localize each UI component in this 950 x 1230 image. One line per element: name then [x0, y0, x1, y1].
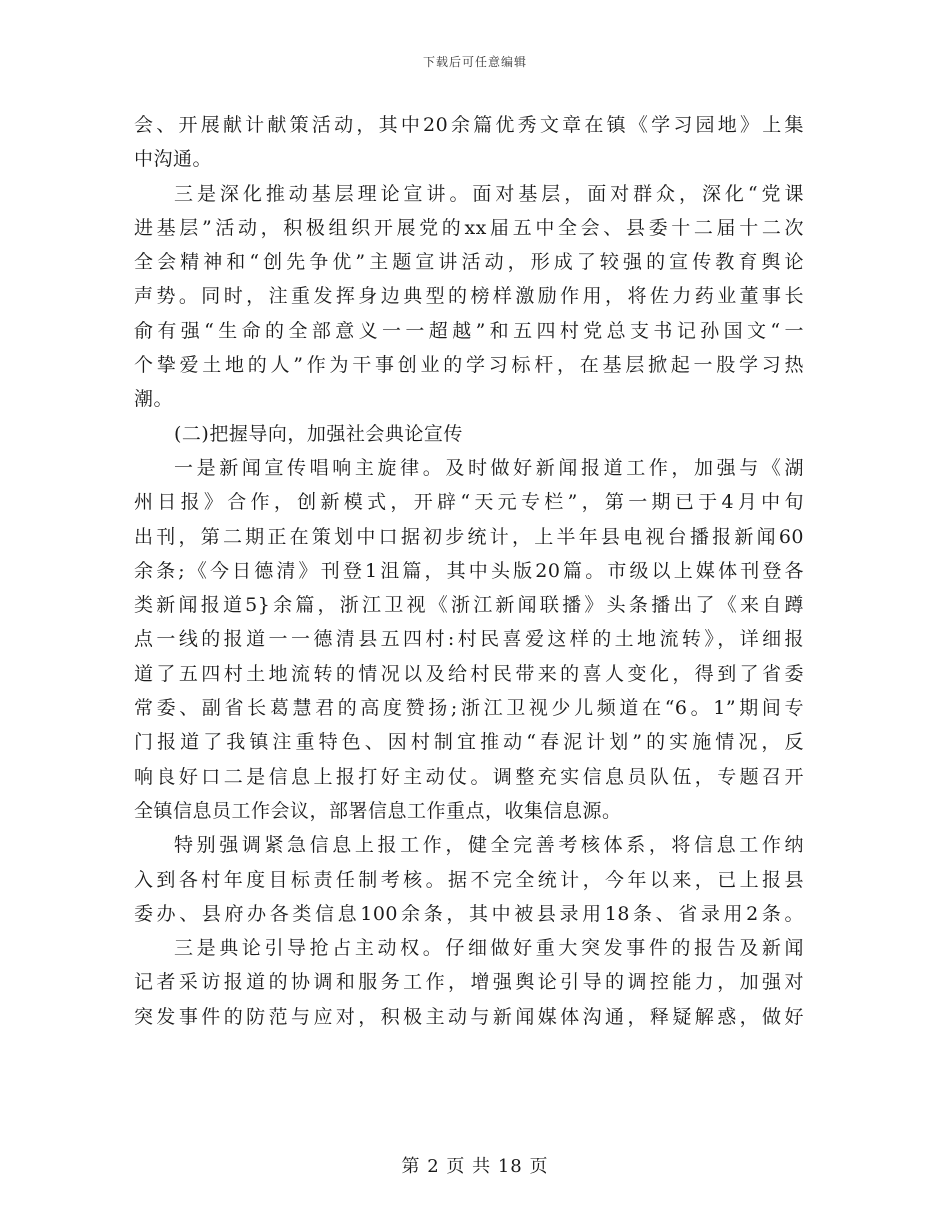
document-body: [134, 108, 804, 1034]
page-header: 下载后可任意编辑: [422, 55, 527, 69]
text-line: 中沟通。: [134, 148, 213, 171]
text-line: 响良好口二是信息上报打好主动仗。调整充实信息员队伍，专题召开: [134, 765, 804, 788]
text-line: 门报道了我镇注重特色、因村制宜推动“春泥计划”的实施情况，反: [134, 731, 804, 754]
page-footer: 第 2 页 共 18 页: [401, 1156, 549, 1177]
text-line: 潮。: [134, 388, 174, 411]
text-line: 声势。同时，注重发挥身边典型的榜样激励作用，将佐力药业董事长: [134, 285, 804, 308]
text-line: 会、开展献计献策活动，其中20余篇优秀文章在镇《学习园地》上集: [134, 114, 804, 136]
text-line: 三是典论引导抢占主动权。仔细做好重大突发事件的报告及新闻: [174, 937, 804, 960]
text-line: 常委、副省长葛慧君的高度赞扬;浙江卫视少儿频道在“6。1”期间专: [134, 697, 804, 720]
text-line: 余条;《今日德清》刊登1沮篇，其中头版20篇。市级以上媒体刊登各: [134, 559, 804, 582]
text-line: 记者采访报道的协调和服务工作，增强舆论引导的调控能力，加强对: [134, 971, 804, 994]
text-line: 道了五四村土地流转的情况以及给村民带来的喜人变化，得到了省委: [134, 662, 804, 685]
text-line: 进基层”活动，积极组织开展党的xx届五中全会、县委十二届十二次: [134, 216, 804, 239]
text-line: 出刊，第二期正在策划中口据初步统计，上半年县电视台播报新闻60: [134, 525, 804, 548]
text-line: 全镇信息员工作会议，部署信息工作重点，收集信息源。: [134, 799, 622, 822]
text-line: 点一线的报道一一德清县五四村:村民喜爱这样的土地流转》，详细报: [134, 628, 804, 651]
text-line: 特别强调紧急信息上报工作，健全完善考核体系，将信息工作纳: [174, 834, 804, 857]
text-line: 突发事件的防范与应对，积极主动与新闻媒体沟通，释疑解惑，做好: [134, 1005, 804, 1028]
text-line: 委办、县府办各类信息100余条，其中被县录用18条、省录用2条。: [134, 902, 804, 925]
text-line: 州日报》合作，创新模式，开辟“天元专栏”，第一期已于4月中旬: [134, 491, 804, 514]
text-line: 类新闻报道5}余篇，浙江卫视《浙江新闻联播》头条播出了《来自蹲: [134, 594, 804, 617]
text-line: 全会精神和“创先争优”主题宣讲活动，形成了较强的宣传教育舆论: [134, 251, 804, 274]
text-line: 俞有强“生命的全部意义一一超越”和五四村党总支书记孙国文“一: [134, 319, 804, 342]
text-line: 个挚爱土地的人”作为干事创业的学习标杆，在基层掀起一股学习热: [134, 354, 804, 377]
text-line: 三是深化推动基层理论宣讲。面对基层，面对群众，深化“党课: [174, 182, 804, 205]
text-line: 入到各村年度目标责任制考核。据不完全统计，今年以来，已上报县: [134, 868, 804, 891]
text-line: 一是新闻宣传唱响主旋律。及时做好新闻报道工作，加强与《湖: [174, 456, 804, 479]
text-line: (二)把握导向，加强社会典论宣传: [174, 422, 463, 445]
